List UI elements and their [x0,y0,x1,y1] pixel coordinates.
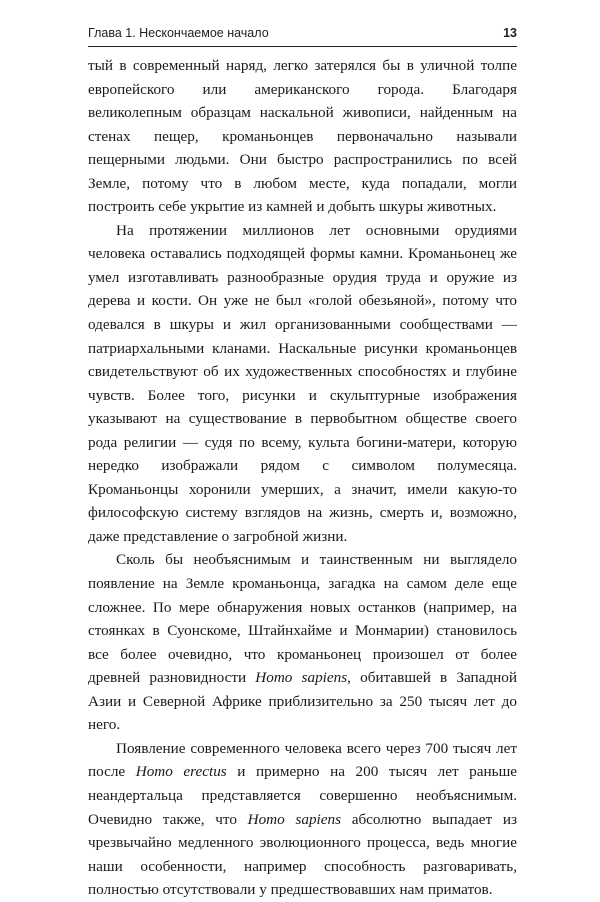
running-header [88,26,517,44]
italic-term: Homo sapiens [247,810,342,828]
body-text [88,54,517,902]
page-number: 13 [503,26,517,40]
text-run: Сколь бы необъяснимым и таинственным ни выглядело появление на Земле кроманьонца, загадка на самом деле еще сложнее. По мере обнаружения новых останков (например, на стоянках в Суонскоме, Штайнхайме и Монмарии) становилось все более очевидно, что кроманьонец произошел от более древней разновидности [88,551,517,687]
text-run: , обитавшей в Западной Азии и Северной Африке приблизительно за 250 тысяч лет до него. [88,669,518,734]
italic-term: Homo sapiens [255,669,348,687]
text-run: тый в современный наряд, легко затерялся бы в уличной толпе европейского или американского города. Благодаря великолепным образцам наскальной живописи, найденным на стенах пещер, кроманьонцев первоначально называли пещерными людьми. Они быстро распространились по всей Земле, потому что в любом месте, куда попадали, могли построить себе укрытие из камней и добыть шкуры животных. [88,57,517,216]
paragraph [88,548,517,736]
text-run: абсолютно выпадает из чрезвычайно медленного эволюционного процесса, ведь многие наши особенности, например способность разговаривать, полностью отсутствовали у предшествовавших нам приматов. [88,810,518,899]
text-run: Появление современного человека всего через 700 тысяч лет после [88,739,517,781]
paragraph [88,54,517,219]
italic-term: Homo erectus [135,763,227,781]
header-rule [88,46,517,47]
text-run: На протяжении миллионов лет основными орудиями человека оставались подходящей формы камни. Кроманьонец же умел изготавливать разнообразные орудия труда и оружие из дерева и кости. Он уже не был «голой обезьяной», потому что одевался в шкуры и жил организованными сообществами — патриархальными кланами. Наскальные рисунки кроманьонцев свидетельствуют об их художественных способностях и глубине чувств. Более того, рисунки и скульптурные изображения указывают на существование в первобытном обществе своего рода религии — судя по всему, культа богини-матери, которую нередко изображали рядом с символом полумесяца. Кроманьонцы хоронили умерших, а значит, имели какую-то философскую систему взглядов на жизнь, смерть и, возможно, даже представление о загробной жизни. [88,221,517,545]
paragraph [88,219,517,549]
text-run: и примерно на 200 тысяч лет раньше неандертальца представляется совершенно необъяснимым. Очевидно также, что [88,763,518,828]
chapter-title: Глава 1. Нескончаемое начало [88,26,269,40]
paragraph [88,737,517,902]
